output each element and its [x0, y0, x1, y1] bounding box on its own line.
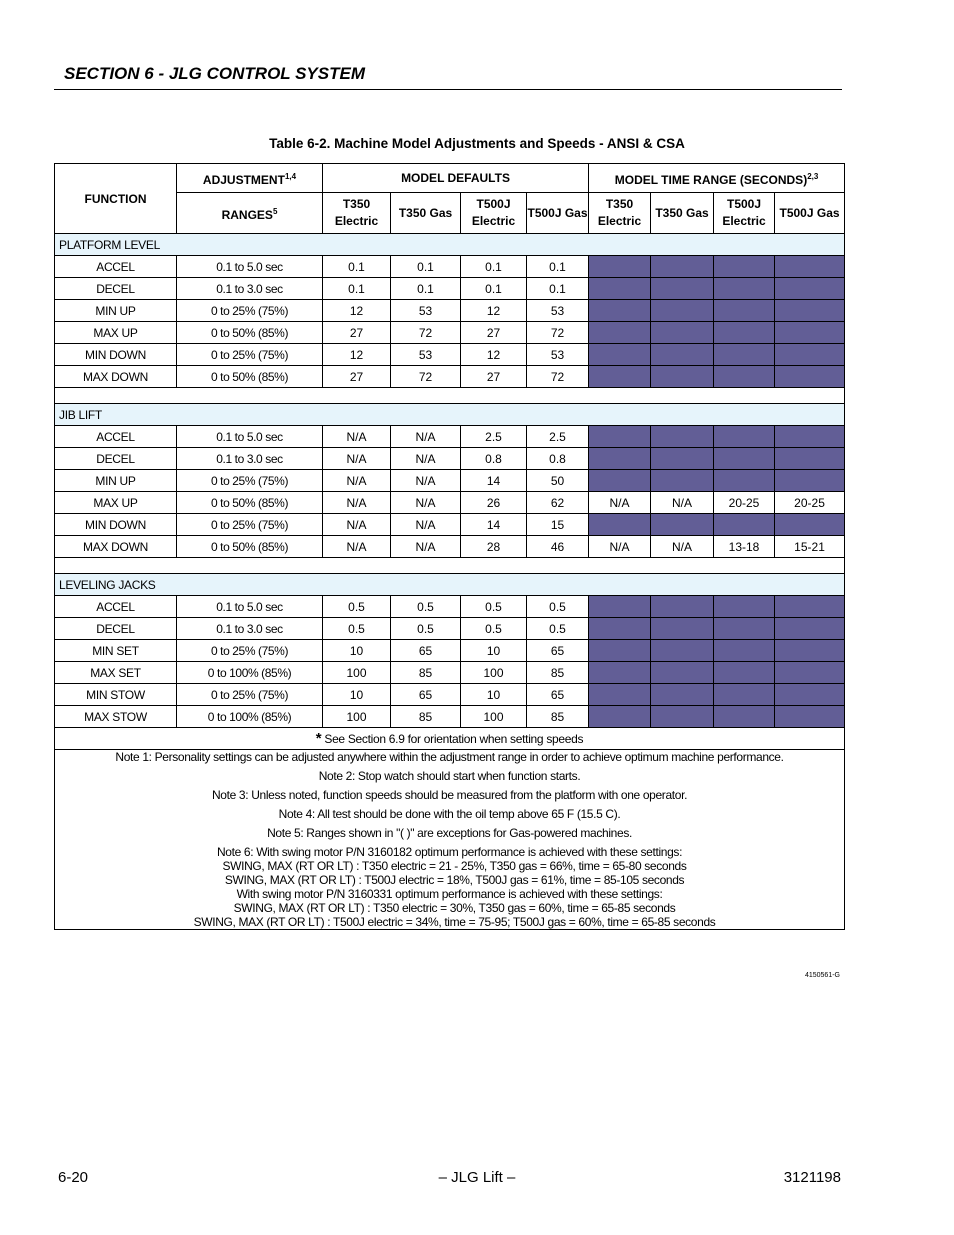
table-row [55, 278, 845, 300]
cell-shaded [714, 662, 775, 684]
cell-shaded [651, 618, 714, 640]
cell-shaded [775, 366, 845, 388]
cell-shaded [651, 366, 714, 388]
cell-default: 27 [323, 322, 391, 344]
table-row [55, 684, 845, 706]
cell-shaded [775, 706, 845, 728]
cell-shaded [651, 596, 714, 618]
cell-shaded [714, 448, 775, 470]
cell-default: N/A [391, 448, 461, 470]
cell-default: N/A [323, 426, 391, 448]
cell-shaded [775, 426, 845, 448]
cell-shaded [651, 514, 714, 536]
cell-default: 65 [391, 684, 461, 706]
cell-range: 0 to 25% (75%) [177, 470, 323, 492]
cell-default: 0.1 [461, 278, 527, 300]
section-title: SECTION 6 - JLG CONTROL SYSTEM [64, 64, 365, 83]
table-row [55, 640, 845, 662]
cell-shaded [651, 344, 714, 366]
cell-shaded [651, 684, 714, 706]
cell-shaded [589, 344, 651, 366]
page-number: 6-20 [58, 1169, 89, 1186]
cell-range: 0.1 to 5.0 sec [177, 256, 323, 278]
cell-shaded [714, 278, 775, 300]
cell-default: 0.5 [323, 618, 391, 640]
cell-default: 85 [391, 662, 461, 684]
table-row [55, 514, 845, 536]
cell-shaded [589, 618, 651, 640]
cell-shaded [775, 300, 845, 322]
cell-shaded [651, 300, 714, 322]
cell-default: 72 [391, 322, 461, 344]
cell-default: 14 [461, 514, 527, 536]
cell-default: 53 [527, 300, 589, 322]
cell-default: 26 [461, 492, 527, 514]
footnote-text: See Section 6.9 for orientation when setting speeds [324, 731, 584, 746]
header-col: T350 Gas [651, 193, 714, 234]
table-row [55, 300, 845, 322]
header-time-range: MODEL TIME RANGE (SECONDS)$^{2,3}$ [589, 164, 845, 193]
cell-default: 62 [527, 492, 589, 514]
cell-time: N/A [589, 536, 651, 558]
group-row [55, 574, 845, 596]
table-row [55, 448, 845, 470]
table-row [55, 366, 845, 388]
cell-shaded [589, 300, 651, 322]
header-col: T500J Gas [527, 193, 589, 234]
cell-range: 0 to 100% (85%) [177, 662, 323, 684]
cell-function: MIN DOWN [55, 344, 177, 366]
cell-default: 72 [391, 366, 461, 388]
cell-default: 53 [391, 300, 461, 322]
cell-shaded [775, 618, 845, 640]
note-5: Note 5: Ranges shown in "( )" are exceptions for Gas-powered machines. [267, 826, 632, 840]
cell-default: N/A [323, 536, 391, 558]
table-row [55, 426, 845, 448]
cell-default: 0.5 [391, 618, 461, 640]
cell-shaded [651, 706, 714, 728]
note-4: Note 4: All test should be done with the oil temp above 65 F (15.5 C). [278, 807, 621, 821]
cell-default: 0.1 [391, 278, 461, 300]
cell-function: MAX DOWN [55, 366, 177, 388]
cell-shaded [714, 470, 775, 492]
cell-range: 0.1 to 3.0 sec [177, 448, 323, 470]
cell-shaded [714, 684, 775, 706]
cell-default: 100 [323, 662, 391, 684]
cell-default: 10 [323, 684, 391, 706]
cell-default: 10 [323, 640, 391, 662]
cell-shaded [714, 618, 775, 640]
cell-shaded [589, 470, 651, 492]
cell-time: 20-25 [775, 492, 845, 514]
cell-default: 28 [461, 536, 527, 558]
cell-shaded [714, 706, 775, 728]
cell-function: DECEL [55, 448, 177, 470]
header-col: T500J Electric [461, 193, 527, 234]
spacer-row [55, 388, 845, 404]
cell-time: N/A [589, 492, 651, 514]
cell-default: 0.8 [527, 448, 589, 470]
table-row [55, 596, 845, 618]
table-caption: Table 6-2. Machine Model Adjustments and Speeds - ANSI & CSA [269, 136, 685, 151]
header-adjustment: ADJUSTMENT$^{1,4}$ [177, 164, 323, 193]
cell-range: 0.1 to 3.0 sec [177, 278, 323, 300]
drawing-number: 4150561-G [804, 972, 840, 979]
cell-default: 0.5 [527, 618, 589, 640]
cell-shaded [589, 662, 651, 684]
cell-range: 0 to 100% (85%) [177, 706, 323, 728]
cell-default: 15 [527, 514, 589, 536]
cell-time: 15-21 [775, 536, 845, 558]
group-row [55, 234, 845, 256]
cell-default: 0.5 [527, 596, 589, 618]
cell-shaded [651, 278, 714, 300]
cell-default: 0.5 [461, 618, 527, 640]
cell-shaded [589, 426, 651, 448]
cell-default: 0.8 [461, 448, 527, 470]
cell-function: MAX SET [55, 662, 177, 684]
table-row [55, 706, 845, 728]
group-row [55, 404, 845, 426]
footnote [55, 728, 845, 750]
note-6-line: SWING, MAX (RT OR LT) : T350 electric = 30%, T350 gas = 60%, time = 65-85 seconds [233, 901, 676, 915]
cell-shaded [589, 596, 651, 618]
cell-shaded [651, 256, 714, 278]
cell-shaded [775, 662, 845, 684]
cell-shaded [589, 322, 651, 344]
cell-default: 53 [527, 344, 589, 366]
header-col: T500J Electric [714, 193, 775, 234]
cell-shaded [714, 640, 775, 662]
cell-shaded [714, 596, 775, 618]
note-3: Note 3: Unless noted, function speeds should be measured from the platform with one operator. [211, 788, 688, 802]
cell-default: N/A [323, 514, 391, 536]
group-title: JIB LIFT [55, 404, 845, 426]
header-function: FUNCTION [55, 164, 177, 234]
cell-default: 14 [461, 470, 527, 492]
cell-default: 10 [461, 640, 527, 662]
cell-default: N/A [391, 426, 461, 448]
cell-default: 0.1 [527, 278, 589, 300]
cell-function: ACCEL [55, 596, 177, 618]
cell-shaded [589, 514, 651, 536]
cell-shaded [714, 366, 775, 388]
cell-function: ACCEL [55, 256, 177, 278]
cell-shaded [714, 300, 775, 322]
cell-default: 12 [323, 344, 391, 366]
cell-range: 0 to 50% (85%) [177, 536, 323, 558]
cell-range: 0 to 50% (85%) [177, 322, 323, 344]
cell-default: 65 [527, 640, 589, 662]
cell-shaded [775, 596, 845, 618]
cell-range: 0 to 25% (75%) [177, 684, 323, 706]
cell-function: MIN SET [55, 640, 177, 662]
cell-shaded [589, 684, 651, 706]
cell-default: 0.1 [391, 256, 461, 278]
cell-shaded [651, 448, 714, 470]
cell-shaded [651, 640, 714, 662]
cell-default: N/A [323, 448, 391, 470]
table-row [55, 344, 845, 366]
cell-time: N/A [651, 536, 714, 558]
cell-default: 100 [461, 662, 527, 684]
cell-default: 2.5 [461, 426, 527, 448]
cell-shaded [589, 640, 651, 662]
header-col: T350 Gas [391, 193, 461, 234]
header-col: T350 Electric [323, 193, 391, 234]
cell-range: 0.1 to 5.0 sec [177, 426, 323, 448]
note-1: Note 1: Personality settings can be adjusted anywhere within the adjustment range in order to achieve optimum machine performance. [115, 750, 784, 764]
cell-function: MIN UP [55, 470, 177, 492]
cell-time: 13-18 [714, 536, 775, 558]
cell-shaded [775, 344, 845, 366]
footer-center: – JLG Lift – [438, 1169, 516, 1186]
header-col: T500J Gas [775, 193, 845, 234]
cell-shaded [589, 706, 651, 728]
cell-shaded [651, 426, 714, 448]
cell-shaded [651, 470, 714, 492]
cell-function: ACCEL [55, 426, 177, 448]
cell-default: 0.1 [461, 256, 527, 278]
note-2: Note 2: Stop watch should start when function starts. [318, 769, 581, 783]
cell-time: N/A [651, 492, 714, 514]
cell-time: 20-25 [714, 492, 775, 514]
cell-default: 65 [391, 640, 461, 662]
cell-shaded [775, 640, 845, 662]
header-rule [54, 89, 842, 90]
cell-shaded [589, 366, 651, 388]
cell-default: 65 [527, 684, 589, 706]
cell-shaded [589, 278, 651, 300]
cell-default: N/A [391, 514, 461, 536]
cell-shaded [651, 662, 714, 684]
cell-default: 12 [461, 300, 527, 322]
table-row [55, 492, 845, 514]
cell-default: 0.1 [323, 256, 391, 278]
cell-range: 0 to 25% (75%) [177, 640, 323, 662]
footnote-star: * [315, 729, 322, 747]
table-row [55, 470, 845, 492]
cell-default: 12 [323, 300, 391, 322]
cell-shaded [775, 322, 845, 344]
note-6-line: SWING, MAX (RT OR LT) : T350 electric = 21 - 25%, T350 gas = 66%, time = 65-80 seconds [222, 859, 687, 873]
cell-default: 85 [527, 706, 589, 728]
cell-default: 27 [461, 366, 527, 388]
table-row [55, 322, 845, 344]
cell-shaded [714, 514, 775, 536]
group-title: PLATFORM LEVEL [55, 234, 845, 256]
note-6-line: Note 6: With swing motor P/N 3160182 optimum performance is achieved with these settings: [216, 845, 683, 859]
cell-function: MAX STOW [55, 706, 177, 728]
cell-shaded [714, 426, 775, 448]
cell-default: 0.5 [391, 596, 461, 618]
cell-shaded [775, 278, 845, 300]
cell-shaded [651, 322, 714, 344]
notes-block [55, 750, 845, 930]
cell-default: 2.5 [527, 426, 589, 448]
cell-function: MAX DOWN [55, 536, 177, 558]
cell-function: DECEL [55, 278, 177, 300]
spacer-cell [55, 558, 845, 574]
note-6-line: With swing motor P/N 3160331 optimum performance is achieved with these settings: [236, 887, 663, 901]
cell-range: 0 to 25% (75%) [177, 300, 323, 322]
cell-default: N/A [391, 492, 461, 514]
cell-default: N/A [323, 470, 391, 492]
cell-shaded [775, 470, 845, 492]
cell-function: MAX UP [55, 492, 177, 514]
cell-range: 0 to 25% (75%) [177, 344, 323, 366]
cell-default: 53 [391, 344, 461, 366]
header-col: T350 Electric [589, 193, 651, 234]
cell-range: 0.1 to 3.0 sec [177, 618, 323, 640]
cell-default: 12 [461, 344, 527, 366]
table-row [55, 618, 845, 640]
note-6-line: SWING, MAX (RT OR LT) : T500J electric = 34%, time = 75-95; T500J gas = 60%, time = 65-85 seconds [193, 915, 716, 929]
header-ranges: RANGES$^5$ [177, 193, 323, 234]
cell-default: 27 [461, 322, 527, 344]
cell-default: 0.5 [461, 596, 527, 618]
table-row [55, 662, 845, 684]
cell-shaded [775, 256, 845, 278]
cell-default: 0.5 [323, 596, 391, 618]
cell-shaded [714, 344, 775, 366]
cell-default: 100 [461, 706, 527, 728]
cell-default: N/A [391, 470, 461, 492]
table-body [55, 234, 845, 728]
note-6-line: SWING, MAX (RT OR LT) : T500J electric = 18%, T500J gas = 61%, time = 85-105 seconds [224, 873, 685, 887]
cell-default: 85 [391, 706, 461, 728]
cell-default: 72 [527, 322, 589, 344]
cell-function: MIN UP [55, 300, 177, 322]
header-model-defaults: MODEL DEFAULTS [323, 164, 589, 193]
cell-shaded [775, 684, 845, 706]
cell-default: 0.1 [323, 278, 391, 300]
cell-range: 0 to 50% (85%) [177, 492, 323, 514]
cell-default: 46 [527, 536, 589, 558]
group-title: LEVELING JACKS [55, 574, 845, 596]
spacer-row [55, 558, 845, 574]
cell-shaded [714, 256, 775, 278]
cell-default: 10 [461, 684, 527, 706]
cell-default: N/A [323, 492, 391, 514]
cell-range: 0 to 25% (75%) [177, 514, 323, 536]
cell-default: 100 [323, 706, 391, 728]
adjustments-table [54, 163, 845, 930]
cell-default: 0.1 [527, 256, 589, 278]
table-row [55, 256, 845, 278]
cell-shaded [589, 256, 651, 278]
cell-range: 0 to 50% (85%) [177, 366, 323, 388]
cell-default: N/A [391, 536, 461, 558]
cell-function: DECEL [55, 618, 177, 640]
cell-default: 27 [323, 366, 391, 388]
cell-default: 50 [527, 470, 589, 492]
cell-function: MIN STOW [55, 684, 177, 706]
cell-default: 85 [527, 662, 589, 684]
cell-shaded [775, 514, 845, 536]
cell-function: MIN DOWN [55, 514, 177, 536]
cell-shaded [714, 322, 775, 344]
cell-shaded [775, 448, 845, 470]
cell-function: MAX UP [55, 322, 177, 344]
spacer-cell [55, 388, 845, 404]
table-row [55, 536, 845, 558]
cell-default: 72 [527, 366, 589, 388]
doc-number: 3121198 [783, 1169, 841, 1186]
cell-shaded [589, 448, 651, 470]
cell-range: 0.1 to 5.0 sec [177, 596, 323, 618]
